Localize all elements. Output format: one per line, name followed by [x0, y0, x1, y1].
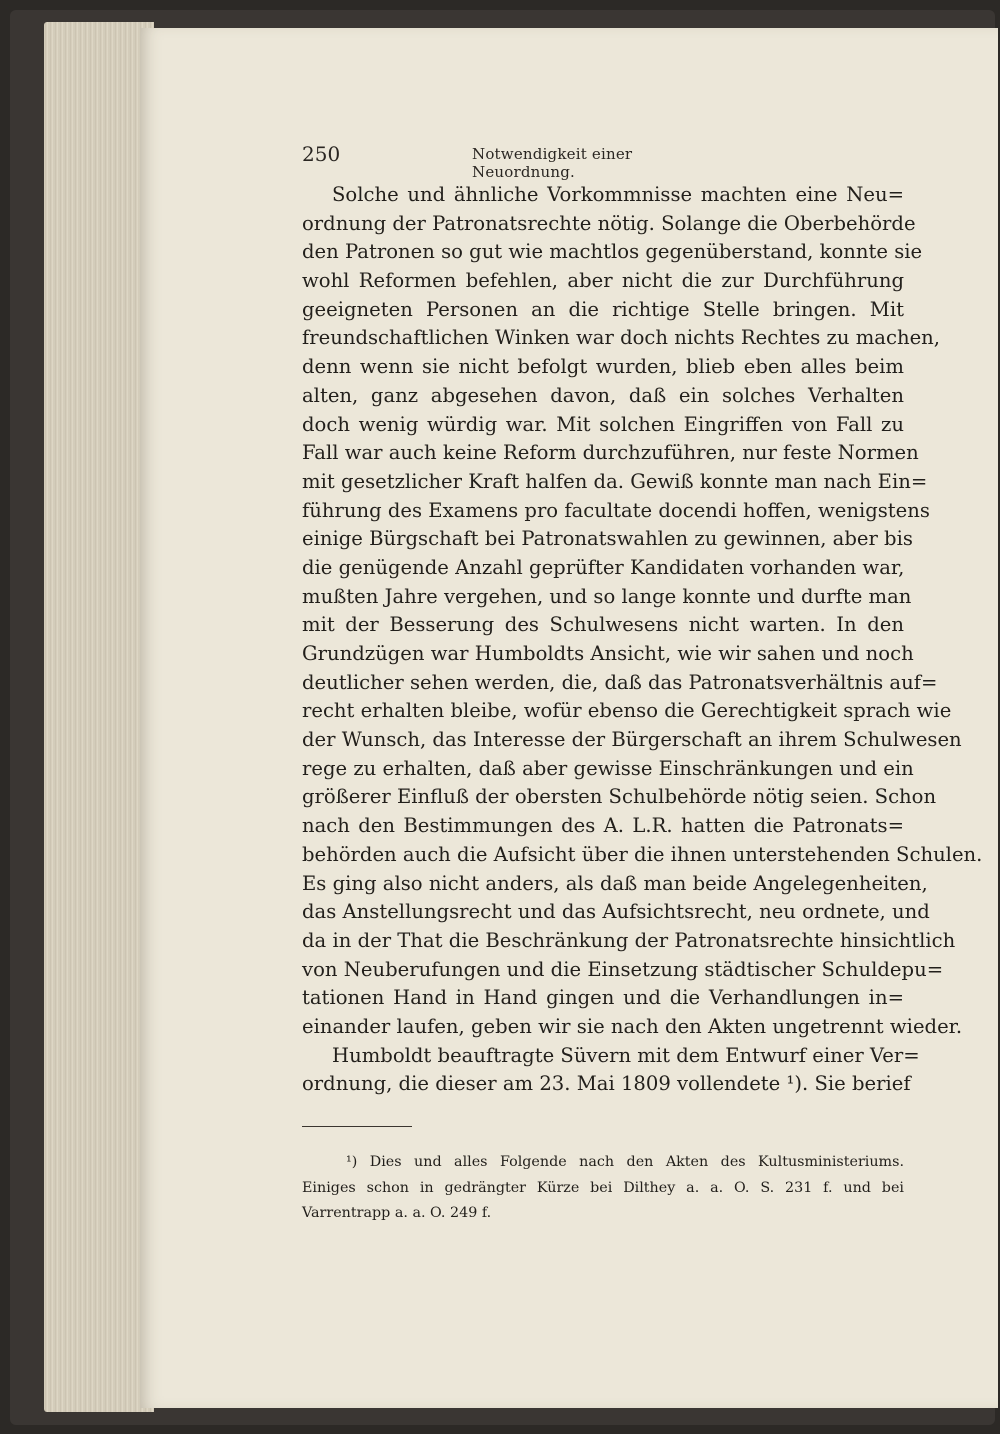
text-line: mußten Jahre vergehen, und so lange konnte und durfte man [302, 584, 912, 608]
text-line: der Wunsch, das Interesse der Bürgerschaft an ihrem Schulwesen [302, 728, 962, 752]
text-line: da in der That die Beschränkung der Patronatsrechte hinsichtlich [302, 928, 956, 952]
text-line: die genügende Anzahl geprüfter Kandidaten vorhanden war, [302, 555, 905, 579]
text-line: von Neuberufungen und die Einsetzung städtischer Schuldepu= [302, 957, 944, 981]
text-line: behörden auch die Aufsicht über die ihnen unterstehenden Schulen. [302, 842, 983, 866]
text-line: mit gesetzlicher Kraft halfen da. Gewiß konnte man nach Ein= [302, 469, 928, 493]
footnotes [302, 1150, 904, 1227]
text-line: mit der Besserung des Schulwesens nicht warten. In den [302, 613, 904, 637]
footnote-line: Einiges schon in gedrängter Kürze bei Dilthey a. a. O. S. 231 f. und bei [302, 1179, 904, 1196]
text-line: tationen Hand in Hand gingen und die Verhandlungen in= [302, 986, 904, 1010]
text-line: alten, ganz abgesehen davon, daß ein solches Verhalten [302, 383, 904, 407]
text-line: ordnung der Patronatsrechte nötig. Solange die Oberbehörde [302, 211, 916, 235]
page-header [302, 142, 734, 181]
footnote-divider [302, 1126, 412, 1127]
footnote-line: Varrentrapp a. a. O. 249 f. [302, 1205, 492, 1221]
page-edges [44, 22, 154, 1412]
text-line: das Anstellungsrecht und das Aufsichtsrecht, neu ordnete, und [302, 900, 930, 924]
text-line: ordnung, die dieser am 23. Mai 1809 vollendete ¹). Sie berief [302, 1072, 911, 1096]
body-text [302, 181, 983, 1099]
text-line: Humboldt beauftragte Süvern mit dem Entwurf einer Ver= [332, 1043, 920, 1067]
page-number: 250 [302, 142, 341, 166]
text-line: deutlicher sehen werden, die, daß das Patronatsverhältnis auf= [302, 670, 938, 694]
text-line: rege zu erhalten, daß aber gewisse Einschränkungen und ein [302, 756, 914, 780]
text-line: doch wenig würdig war. Mit solchen Eingriffen von Fall zu [302, 412, 904, 436]
text-line: recht erhalten bleibe, wofür ebenso die Gerechtigkeit sprach wie [302, 699, 952, 723]
footnote-line: ¹) Dies und alles Folgende nach den Akten des Kultusministeriums. [346, 1154, 904, 1170]
text-line: Fall war auch keine Reform durchzuführen, nur feste Normen [302, 441, 919, 465]
text-line: einige Bürgschaft bei Patronatswahlen zu gewinnen, aber bis [302, 527, 913, 551]
text-line: Es ging also nicht anders, als daß man beide Angelegenheiten, [302, 871, 928, 895]
text-line: wohl Reformen befehlen, aber nicht die zur Durchführung [302, 269, 904, 293]
text-line: freundschaftlichen Winken war doch nichts Rechtes zu machen, [302, 326, 941, 350]
text-line: Grundzügen war Humboldts Ansicht, wie wir sahen und noch [302, 642, 914, 665]
text-line: einander laufen, geben wir sie nach den Akten ungetrennt wieder. [302, 1014, 963, 1038]
text-line: führung des Examens pro facultate docendi hoffen, wenigstens [302, 498, 930, 522]
text-line: geeigneten Personen an die richtige Stelle bringen. Mit [302, 297, 904, 321]
text-line: größerer Einfluß der obersten Schulbehörde nötig seien. Schon [302, 785, 937, 809]
text-line: denn wenn sie nicht befolgt wurden, blieb eben alles beim [302, 355, 904, 379]
text-line: Solche und ähnliche Vorkommnisse machten eine Neu= [332, 183, 904, 206]
text-line: nach den Bestimmungen des A. L.R. hatten die Patronats= [302, 814, 904, 838]
running-head: Notwendigkeit einer Neuordnung. [472, 145, 633, 181]
text-line: den Patronen so gut wie machtlos gegenüberstand, konnte sie [302, 240, 923, 264]
